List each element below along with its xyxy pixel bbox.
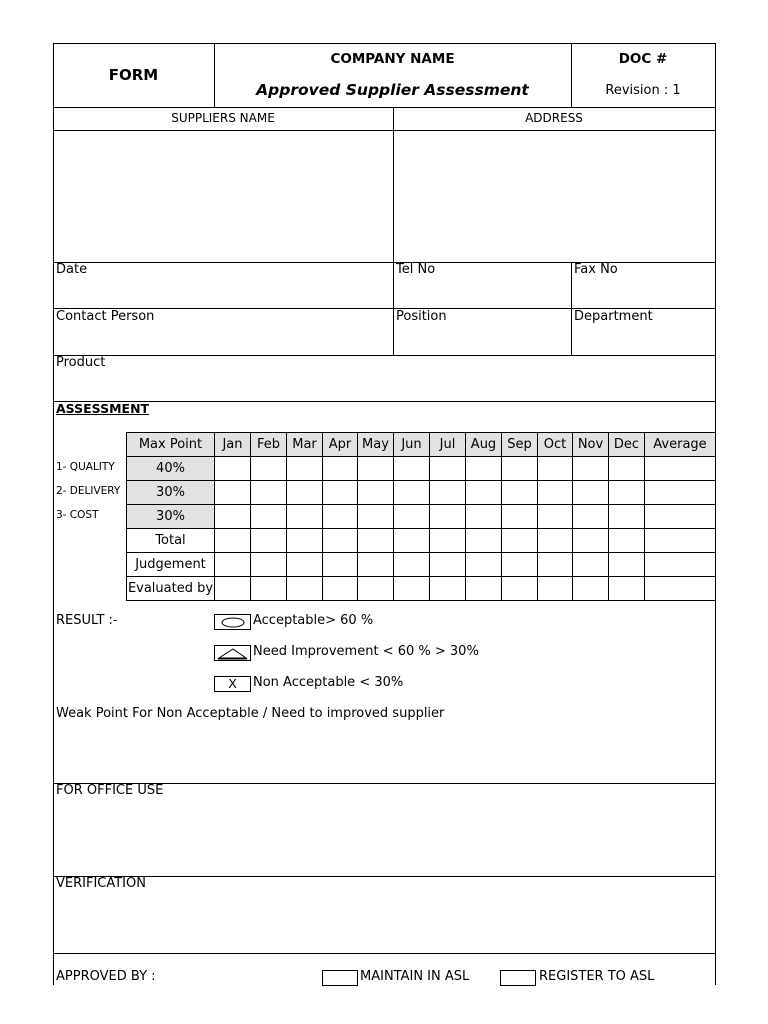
judgement-cell[interactable] [573,553,609,577]
average-cell[interactable] [645,505,716,529]
approved-by-label: APPROVED BY : [56,969,156,984]
column-header: Max Point [127,433,215,457]
acceptable-symbol-box [214,614,251,630]
judgement-cell[interactable] [502,553,538,577]
total-cell[interactable] [466,529,502,553]
score-cell[interactable] [394,505,430,529]
evaluator-cell[interactable] [573,577,609,601]
column-header: Feb [251,433,287,457]
register-asl-label: REGISTER TO ASL [539,969,655,984]
header-row [127,433,716,457]
score-cell[interactable] [251,505,287,529]
divider [53,355,716,356]
total-cell[interactable] [215,529,251,553]
evaluator-cell[interactable] [394,577,430,601]
evaluator-cell[interactable] [251,577,287,601]
max-point-cell: 30% [127,481,215,505]
criteria-label: 1- QUALITY [56,461,115,473]
table-row [127,577,716,601]
suppliers-name-header: SUPPLIERS NAME [171,111,275,125]
total-cell[interactable] [251,529,287,553]
table-row [127,529,716,553]
fax-field[interactable] [572,278,715,308]
score-cell[interactable] [358,457,394,481]
company-name: COMPANY NAME [330,51,455,67]
column-header: Aug [466,433,502,457]
score-cell[interactable] [466,505,502,529]
address-field[interactable] [394,131,715,262]
score-cell[interactable] [466,457,502,481]
divider [53,953,716,954]
need-improvement-label: Need Improvement < 60 % > 30% [253,644,479,659]
score-cell[interactable] [573,505,609,529]
contact-person-field[interactable] [54,325,393,355]
column-header: Mar [287,433,323,457]
table-row [127,457,716,481]
position-label: Position [396,309,447,324]
tel-label: Tel No [396,262,436,277]
score-cell[interactable] [502,481,538,505]
fax-label: Fax No [574,262,618,277]
score-cell[interactable] [323,457,358,481]
evaluator-cell[interactable] [645,577,716,601]
non-acceptable-symbol-box [214,676,251,692]
max-point-cell: 40% [127,457,215,481]
total-cell[interactable] [573,529,609,553]
evaluator-cell[interactable] [323,577,358,601]
evaluator-cell[interactable] [538,577,573,601]
office-use-field[interactable] [54,800,715,876]
judgement-cell[interactable] [609,553,645,577]
total-cell[interactable] [645,529,716,553]
score-cell[interactable] [538,481,573,505]
verification-field[interactable] [54,893,715,953]
total-cell[interactable] [609,529,645,553]
address-header: ADDRESS [525,111,583,125]
table-row [127,505,716,529]
score-cell[interactable] [430,457,466,481]
average-cell[interactable] [645,457,716,481]
evaluated-by-label: Evaluated by [127,577,215,601]
total-cell[interactable] [430,529,466,553]
date-label: Date [56,262,88,277]
score-cell[interactable] [215,505,251,529]
judgement-cell[interactable] [394,553,430,577]
assessment-title: ASSESSMENT [56,401,150,416]
total-cell[interactable] [287,529,323,553]
need-improvement-symbol-box [214,645,251,661]
product-field[interactable] [54,372,715,401]
score-cell[interactable] [287,457,323,481]
form-label: FORM [108,66,159,84]
score-cell[interactable] [358,481,394,505]
score-cell[interactable] [287,505,323,529]
evaluator-cell[interactable] [215,577,251,601]
judgement-cell[interactable] [323,553,358,577]
total-label: Total [127,529,215,553]
judgement-cell[interactable] [538,553,573,577]
non-acceptable-label: Non Acceptable < 30% [253,675,404,690]
suppliers-name-field[interactable] [54,131,393,262]
score-cell[interactable] [358,505,394,529]
total-cell[interactable] [358,529,394,553]
total-cell[interactable] [394,529,430,553]
score-cell[interactable] [394,457,430,481]
score-cell[interactable] [609,505,645,529]
score-cell[interactable] [430,481,466,505]
department-field[interactable] [572,325,715,355]
evaluator-cell[interactable] [609,577,645,601]
score-cell[interactable] [251,457,287,481]
score-cell[interactable] [609,481,645,505]
column-header: Jun [394,433,430,457]
department-label: Department [574,309,653,324]
weak-point-field[interactable] [54,724,715,782]
score-cell[interactable] [538,505,573,529]
product-label: Product [56,355,106,370]
score-cell[interactable] [466,481,502,505]
column-header: Dec [609,433,645,457]
score-cell[interactable] [609,457,645,481]
judgement-cell[interactable] [287,553,323,577]
score-cell[interactable] [538,457,573,481]
column-header: May [358,433,394,457]
judgement-cell[interactable] [358,553,394,577]
acceptable-label: Acceptable> 60 % [253,613,374,628]
score-cell[interactable] [430,505,466,529]
score-cell[interactable] [573,457,609,481]
score-cell[interactable] [323,481,358,505]
score-cell[interactable] [215,457,251,481]
evaluator-cell[interactable] [430,577,466,601]
date-field[interactable] [54,278,393,308]
score-cell[interactable] [251,481,287,505]
score-cell[interactable] [215,481,251,505]
column-header: Apr [323,433,358,457]
judgement-cell[interactable] [645,553,716,577]
score-cell[interactable] [502,457,538,481]
criteria-label: 3- COST [56,509,99,521]
table-row [127,481,716,505]
doc-number-label: DOC # [618,51,668,67]
evaluator-cell[interactable] [502,577,538,601]
average-cell[interactable] [645,481,716,505]
score-cell[interactable] [287,481,323,505]
score-cell[interactable] [573,481,609,505]
score-cell[interactable] [502,505,538,529]
table-row [127,553,716,577]
office-use-label: FOR OFFICE USE [56,783,164,798]
maintain-asl-label: MAINTAIN IN ASL [360,969,470,984]
verification-label: VERIFICATION [56,876,146,891]
circle-icon [215,615,250,629]
column-header: Oct [538,433,573,457]
score-cell[interactable] [394,481,430,505]
total-cell[interactable] [538,529,573,553]
divider [53,401,716,402]
evaluator-cell[interactable] [466,577,502,601]
result-label: RESULT :- [56,613,118,628]
total-cell[interactable] [502,529,538,553]
assessment-table [126,432,716,601]
divider [53,107,716,108]
column-header: Jul [430,433,466,457]
revision-label: Revision : 1 [605,83,681,98]
max-point-cell: 30% [127,505,215,529]
x-mark-icon: X [228,676,237,691]
form-border-top [53,43,716,44]
judgement-label: Judgement [127,553,215,577]
contact-person-label: Contact Person [56,309,155,324]
document-title: Approved Supplier Assessment [256,81,529,99]
maintain-asl-checkbox[interactable] [322,970,358,986]
criteria-label: 2- DELIVERY [56,485,121,497]
column-header: Sep [502,433,538,457]
judgement-cell[interactable] [430,553,466,577]
weak-point-label: Weak Point For Non Acceptable / Need to improved supplier [56,706,445,721]
total-cell[interactable] [323,529,358,553]
judgement-cell[interactable] [466,553,502,577]
evaluator-cell[interactable] [287,577,323,601]
divider [53,876,716,877]
judgement-cell[interactable] [215,553,251,577]
column-header: Average [645,433,716,457]
position-field[interactable] [394,325,571,355]
tel-field[interactable] [394,278,571,308]
triangle-icon [215,646,250,660]
evaluator-cell[interactable] [358,577,394,601]
column-header: Jan [215,433,251,457]
judgement-cell[interactable] [251,553,287,577]
register-asl-checkbox[interactable] [500,970,536,986]
column-header: Nov [573,433,609,457]
score-cell[interactable] [323,505,358,529]
